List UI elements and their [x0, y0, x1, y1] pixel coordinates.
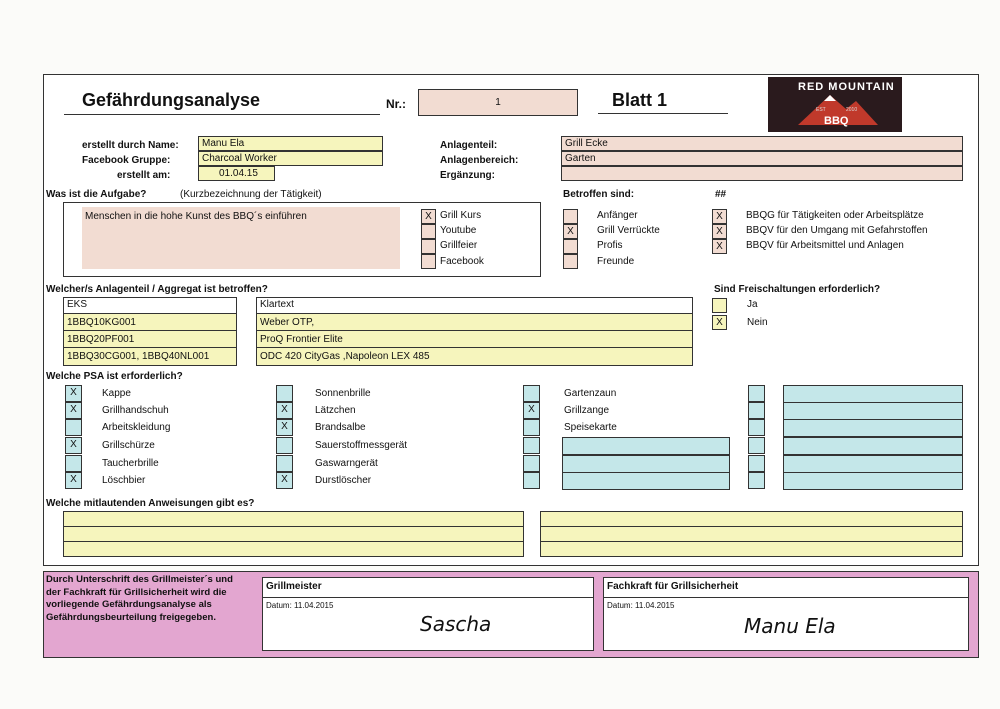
- psa-check[interactable]: X: [276, 472, 293, 489]
- sig1-title: Grillmeister: [266, 581, 322, 592]
- psa-extra-field[interactable]: [783, 385, 963, 403]
- instruction-field[interactable]: [540, 511, 963, 527]
- task-option-check[interactable]: [421, 224, 436, 239]
- psa-item-label: Taucherbrille: [102, 458, 159, 469]
- sheet-underline: [598, 113, 728, 114]
- psa-extra-field[interactable]: [783, 419, 963, 437]
- psa-check[interactable]: [748, 455, 765, 472]
- affected-person-check[interactable]: [563, 254, 578, 269]
- psa-check[interactable]: [276, 437, 293, 454]
- aggregate-col1-cell[interactable]: 1BBQ20PF001: [63, 330, 237, 348]
- psa-check[interactable]: [748, 402, 765, 419]
- psa-extra-field[interactable]: [783, 437, 963, 455]
- psa-item-label: Brandsalbe: [315, 422, 366, 433]
- release-yes-check[interactable]: [712, 298, 727, 313]
- psa-check[interactable]: [65, 419, 82, 436]
- psa-item-label: Sauerstoffmessgerät: [315, 440, 408, 451]
- group-field[interactable]: Charcoal Worker: [198, 151, 383, 166]
- name-label: erstellt durch Name:: [82, 140, 179, 151]
- task-option-label: Grill Kurs: [440, 210, 482, 221]
- psa-check[interactable]: X: [65, 437, 82, 454]
- task-option-label: Facebook: [440, 256, 484, 267]
- psa-item-label: Grillzange: [564, 405, 610, 416]
- regulation-check[interactable]: X: [712, 224, 727, 239]
- aggregate-col2-cell[interactable]: ODC 420 CityGas ,Napoleon LEX 485: [256, 347, 693, 366]
- instructions-label: Welche mitlautenden Anweisungen gibt es?: [46, 498, 255, 509]
- anlagenbereich-label: Anlagenbereich:: [440, 155, 519, 166]
- sig1-divider: [263, 597, 593, 598]
- affected-hash: ##: [715, 189, 727, 200]
- task-option-check[interactable]: X: [421, 209, 436, 224]
- psa-check[interactable]: X: [65, 472, 82, 489]
- instruction-field[interactable]: [540, 526, 963, 542]
- psa-extra-field[interactable]: [783, 455, 963, 473]
- psa-item-label: Gaswarngerät: [315, 458, 378, 469]
- logo-est: EST: [816, 107, 826, 113]
- aggregate-col2-cell[interactable]: ProQ Frontier Elite: [256, 330, 693, 348]
- psa-check[interactable]: [276, 455, 293, 472]
- release-no-check[interactable]: X: [712, 315, 727, 330]
- psa-item-label: Gartenzaun: [564, 388, 617, 399]
- anlagenteil-label: Anlagenteil:: [440, 140, 498, 151]
- psa-extra-field[interactable]: [783, 472, 963, 490]
- aggregate-col1-cell[interactable]: 1BBQ10KG001: [63, 313, 237, 331]
- regulation-label: BBQV für den Umgang mit Gefahrstoffen: [746, 225, 928, 236]
- psa-check[interactable]: [276, 385, 293, 402]
- psa-check[interactable]: X: [276, 419, 293, 436]
- affected-person-label: Anfänger: [597, 210, 638, 221]
- sig2-signature: Manu Ela: [744, 614, 836, 638]
- aggregate-col1-header: EKS: [63, 297, 237, 314]
- psa-check[interactable]: X: [65, 385, 82, 402]
- task-option-check[interactable]: [421, 254, 436, 269]
- psa-item-label: Kappe: [102, 388, 131, 399]
- sheet-label: Blatt 1: [612, 90, 668, 110]
- psa-check[interactable]: [523, 419, 540, 436]
- affected-label: Betroffen sind:: [563, 189, 635, 200]
- release-yes-label: Ja: [747, 299, 758, 310]
- psa-check[interactable]: X: [276, 402, 293, 419]
- regulation-label: BBQV für Arbeitsmittel und Anlagen: [746, 240, 904, 251]
- psa-check[interactable]: [523, 455, 540, 472]
- instruction-field[interactable]: [63, 541, 524, 557]
- task-label: Was ist die Aufgabe?: [46, 189, 147, 200]
- psa-check[interactable]: [523, 437, 540, 454]
- nr-label: Nr.:: [386, 97, 407, 111]
- anlagenbereich-field[interactable]: Garten: [561, 151, 963, 166]
- psa-check[interactable]: [523, 385, 540, 402]
- psa-check[interactable]: [748, 437, 765, 454]
- psa-check[interactable]: [748, 472, 765, 489]
- title-underline: [64, 114, 380, 115]
- nr-field[interactable]: 1: [418, 89, 578, 116]
- psa-check[interactable]: X: [65, 402, 82, 419]
- affected-person-check[interactable]: [563, 239, 578, 254]
- sig2-date: Datum: 11.04.2015: [607, 601, 675, 610]
- approval-text: Durch Unterschrift des Grillmeister´s und der Fachkraft für Grillsicherheit wird die vorliegende Gefährdungsanalyse als Gefährdungsbeurteilung freigegeben.: [46, 574, 233, 623]
- release-label: Sind Freischaltungen erforderlich?: [714, 284, 881, 295]
- group-label: Facebook Gruppe:: [82, 155, 171, 166]
- psa-check[interactable]: [523, 472, 540, 489]
- affected-person-check[interactable]: X: [563, 224, 578, 239]
- task-option-check[interactable]: [421, 239, 436, 254]
- instruction-field[interactable]: [540, 541, 963, 557]
- logo-year: 2010: [846, 107, 858, 113]
- psa-check[interactable]: [65, 455, 82, 472]
- psa-item-label: Durstlöscher: [315, 475, 372, 486]
- logo-bottom-text: BBQ: [824, 115, 849, 127]
- psa-item-label: Lätzchen: [315, 405, 356, 416]
- red-mountain-logo: [768, 77, 902, 132]
- psa-check[interactable]: [748, 385, 765, 402]
- ergaenzung-field[interactable]: [561, 166, 963, 181]
- psa-item-label: Sonnenbrille: [315, 388, 371, 399]
- name-field[interactable]: Manu Ela: [198, 136, 383, 151]
- aggregate-label: Welcher/s Anlagenteil / Aggregat ist betroffen?: [46, 284, 268, 295]
- psa-item-label: Speisekarte: [564, 422, 617, 433]
- sig2-divider: [604, 597, 968, 598]
- regulation-check[interactable]: X: [712, 239, 727, 254]
- affected-person-check[interactable]: [563, 209, 578, 224]
- sig2-title: Fachkraft für Grillsicherheit: [607, 581, 739, 592]
- psa-item-label: Löschbier: [102, 475, 146, 486]
- regulation-label: BBQG für Tätigkeiten oder Arbeitsplätze: [746, 210, 924, 221]
- task-option-label: Grillfeier: [440, 240, 478, 251]
- logo-top-text: RED MOUNTAIN: [798, 81, 895, 93]
- psa-item-label: Grillschürze: [102, 440, 155, 451]
- anlagenteil-field[interactable]: Grill Ecke: [561, 136, 963, 151]
- ergaenzung-label: Ergänzung:: [440, 170, 495, 181]
- date-field[interactable]: 01.04.15: [198, 166, 275, 181]
- affected-person-label: Profis: [597, 240, 623, 251]
- task-option-label: Youtube: [440, 225, 477, 236]
- sig1-signature: Sascha: [420, 612, 492, 636]
- aggregate-col2-cell[interactable]: Weber OTP,: [256, 313, 693, 331]
- psa-check[interactable]: X: [523, 402, 540, 419]
- instruction-field[interactable]: [63, 526, 524, 542]
- date-label: erstellt am:: [117, 170, 171, 181]
- aggregate-col2-header: Klartext: [256, 297, 693, 314]
- task-text-field[interactable]: Menschen in die hohe Kunst des BBQ´s einführen: [82, 207, 400, 269]
- aggregate-col1-cell[interactable]: 1BBQ30CG001, 1BBQ40NL001: [63, 347, 237, 366]
- psa-extra-field[interactable]: [562, 437, 730, 455]
- psa-item-label: Arbeitskleidung: [102, 422, 171, 433]
- sig1-date: Datum: 11.04.2015: [266, 601, 334, 610]
- psa-extra-field[interactable]: [562, 472, 730, 490]
- instruction-field[interactable]: [63, 511, 524, 527]
- regulation-check[interactable]: X: [712, 209, 727, 224]
- psa-extra-field[interactable]: [783, 402, 963, 420]
- psa-label: Welche PSA ist erforderlich?: [46, 371, 183, 382]
- task-hint: (Kurzbezeichnung der Tätigkeit): [180, 189, 322, 200]
- release-no-label: Nein: [747, 317, 768, 328]
- page-title: Gefährdungsanalyse: [82, 90, 261, 110]
- psa-item-label: Grillhandschuh: [102, 405, 169, 416]
- psa-extra-field[interactable]: [562, 455, 730, 473]
- affected-person-label: Freunde: [597, 256, 635, 267]
- psa-check[interactable]: [748, 419, 765, 436]
- affected-person-label: Grill Verrückte: [597, 225, 660, 236]
